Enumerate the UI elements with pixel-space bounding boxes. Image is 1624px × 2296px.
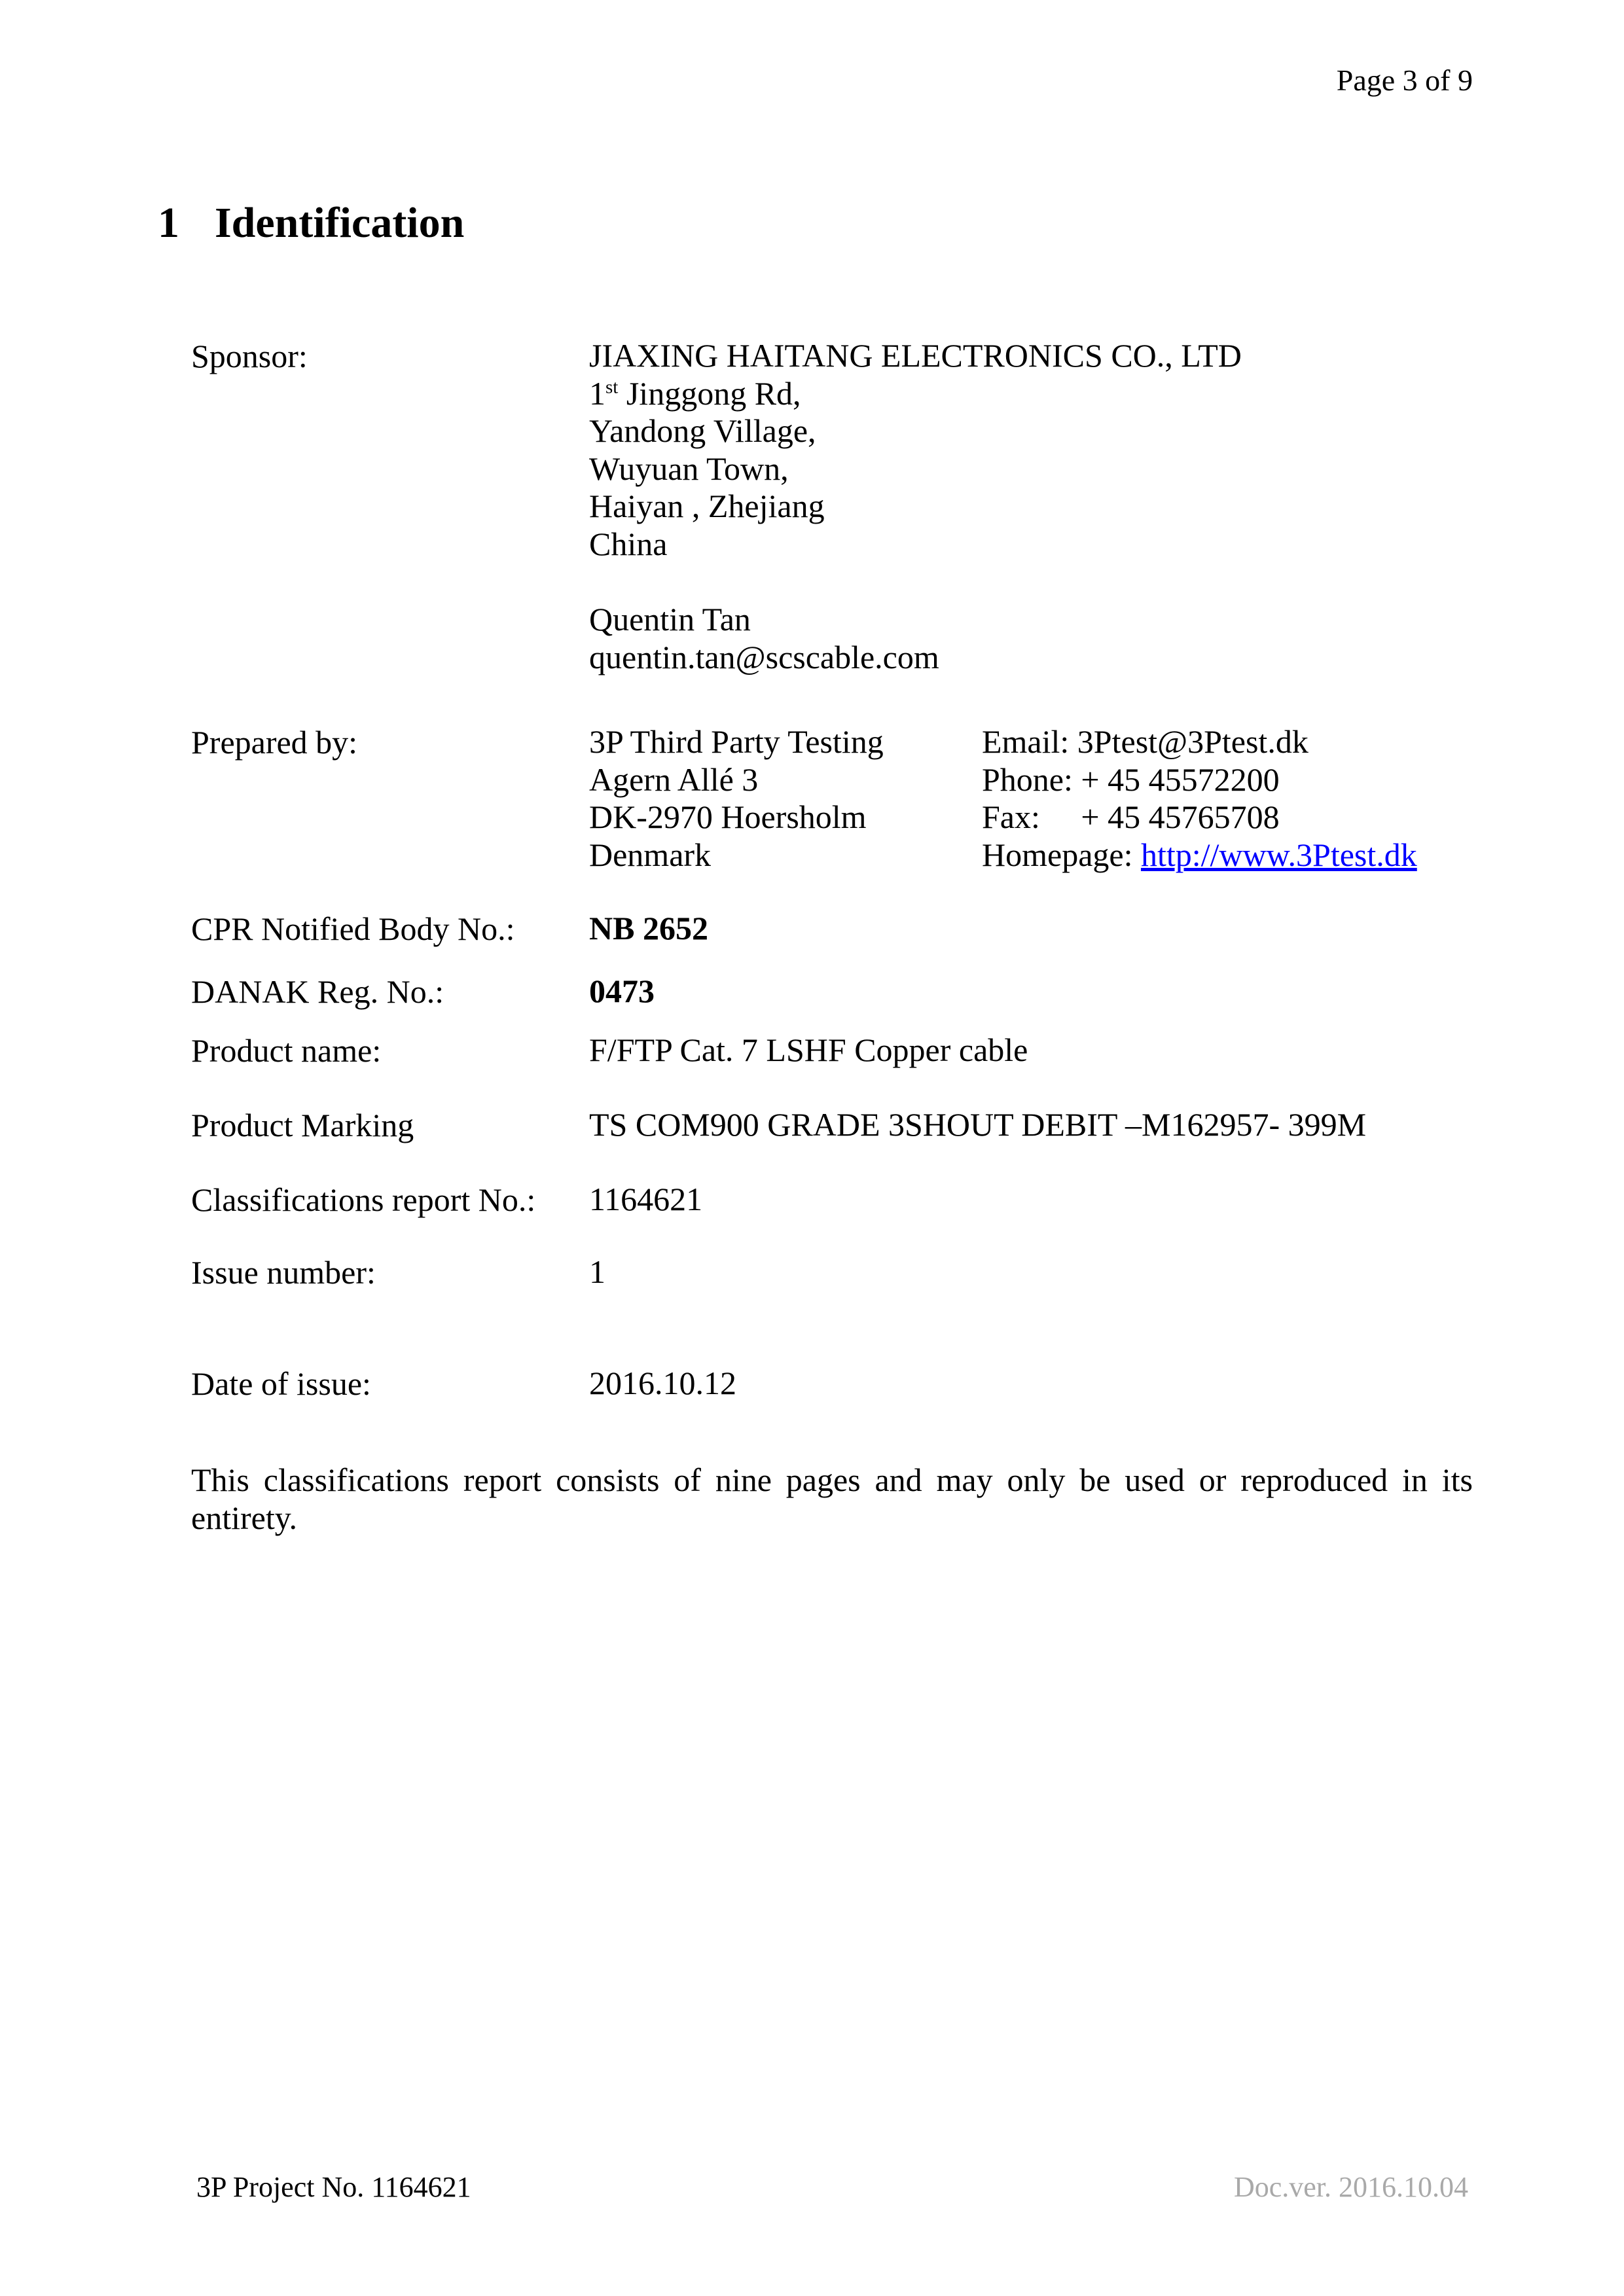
sponsor-label: Sponsor: [191, 338, 308, 374]
footer-project-number: 3P Project No. 1164621 [196, 2171, 471, 2203]
field-value: NB 2652 [589, 910, 708, 946]
field-label: Date of issue: [191, 1365, 371, 1402]
sponsor-company: JIAXING HAITANG ELECTRONICS CO., LTD [589, 337, 1242, 374]
org-city: DK-2970 Hoersholm [589, 798, 867, 836]
field-value: 2016.10.12 [589, 1365, 736, 1401]
field-value: 1 [589, 1253, 605, 1290]
sponsor-address-line: Wuyuan Town, [589, 450, 789, 487]
paragraph-line: entirety. [191, 1499, 297, 1536]
sponsor-contact-name: Quentin Tan [589, 601, 751, 638]
blank-line [589, 564, 1242, 601]
homepage-label: Homepage: [982, 836, 1141, 873]
page-number: Page 3 of 9 [1336, 63, 1473, 97]
street-number: 1 [589, 374, 605, 412]
field-value: 0473 [589, 973, 655, 1009]
org-country: Denmark [589, 836, 712, 873]
field-label: Classifications report No.: [191, 1181, 536, 1218]
section-heading [0, 198, 1624, 251]
prepared-by-org [589, 723, 884, 874]
field-value: F/FTP Cat. 7 LSHF Copper cable [589, 1031, 1028, 1068]
prepared-by-contact [982, 723, 1417, 874]
section-number: 1 [158, 199, 179, 247]
sponsor-address-line: Haiyan , Zhejiang [589, 488, 825, 525]
field-label: Product name: [191, 1032, 382, 1069]
street-ordinal: st [605, 376, 619, 397]
field-label: Issue number: [191, 1254, 376, 1291]
org-name: 3P Third Party Testing [589, 723, 884, 760]
sponsor-address-line: Yandong Village, [589, 412, 816, 450]
field-value: 1164621 [589, 1181, 703, 1217]
contact-email-line: Email: 3Ptest@3Ptest.dk [982, 723, 1308, 760]
sponsor-contact-email: quentin.tan@scscable.com [589, 638, 939, 675]
field-label: Product Marking [191, 1107, 414, 1143]
contact-homepage-line [982, 836, 1417, 874]
sponsor-address [589, 337, 1242, 676]
sponsor-street [589, 375, 1242, 413]
sponsor-address-line: China [589, 525, 668, 562]
contact-fax-line: Fax: + 45 45765708 [982, 798, 1280, 836]
field-label: CPR Notified Body No.: [191, 910, 515, 947]
closing-paragraph [191, 1461, 1473, 1537]
street-name: Jinggong Rd, [618, 374, 801, 412]
footer-doc-version: Doc.ver. 2016.10.04 [1233, 2171, 1468, 2203]
homepage-link[interactable]: http://www.3Ptest.dk [1140, 836, 1417, 873]
section-title: Identification [215, 199, 465, 247]
prepared-by-label: Prepared by: [191, 724, 358, 761]
paragraph-line: This classifications report consists of nine pages and may only be used or reproduced in its [191, 1462, 1473, 1498]
contact-phone-line: Phone: + 45 45572200 [982, 761, 1280, 798]
org-street: Agern Allé 3 [589, 761, 759, 798]
field-label: DANAK Reg. No.: [191, 973, 444, 1010]
field-value: TS COM900 GRADE 3SHOUT DEBIT –M162957- 399M [589, 1106, 1367, 1143]
